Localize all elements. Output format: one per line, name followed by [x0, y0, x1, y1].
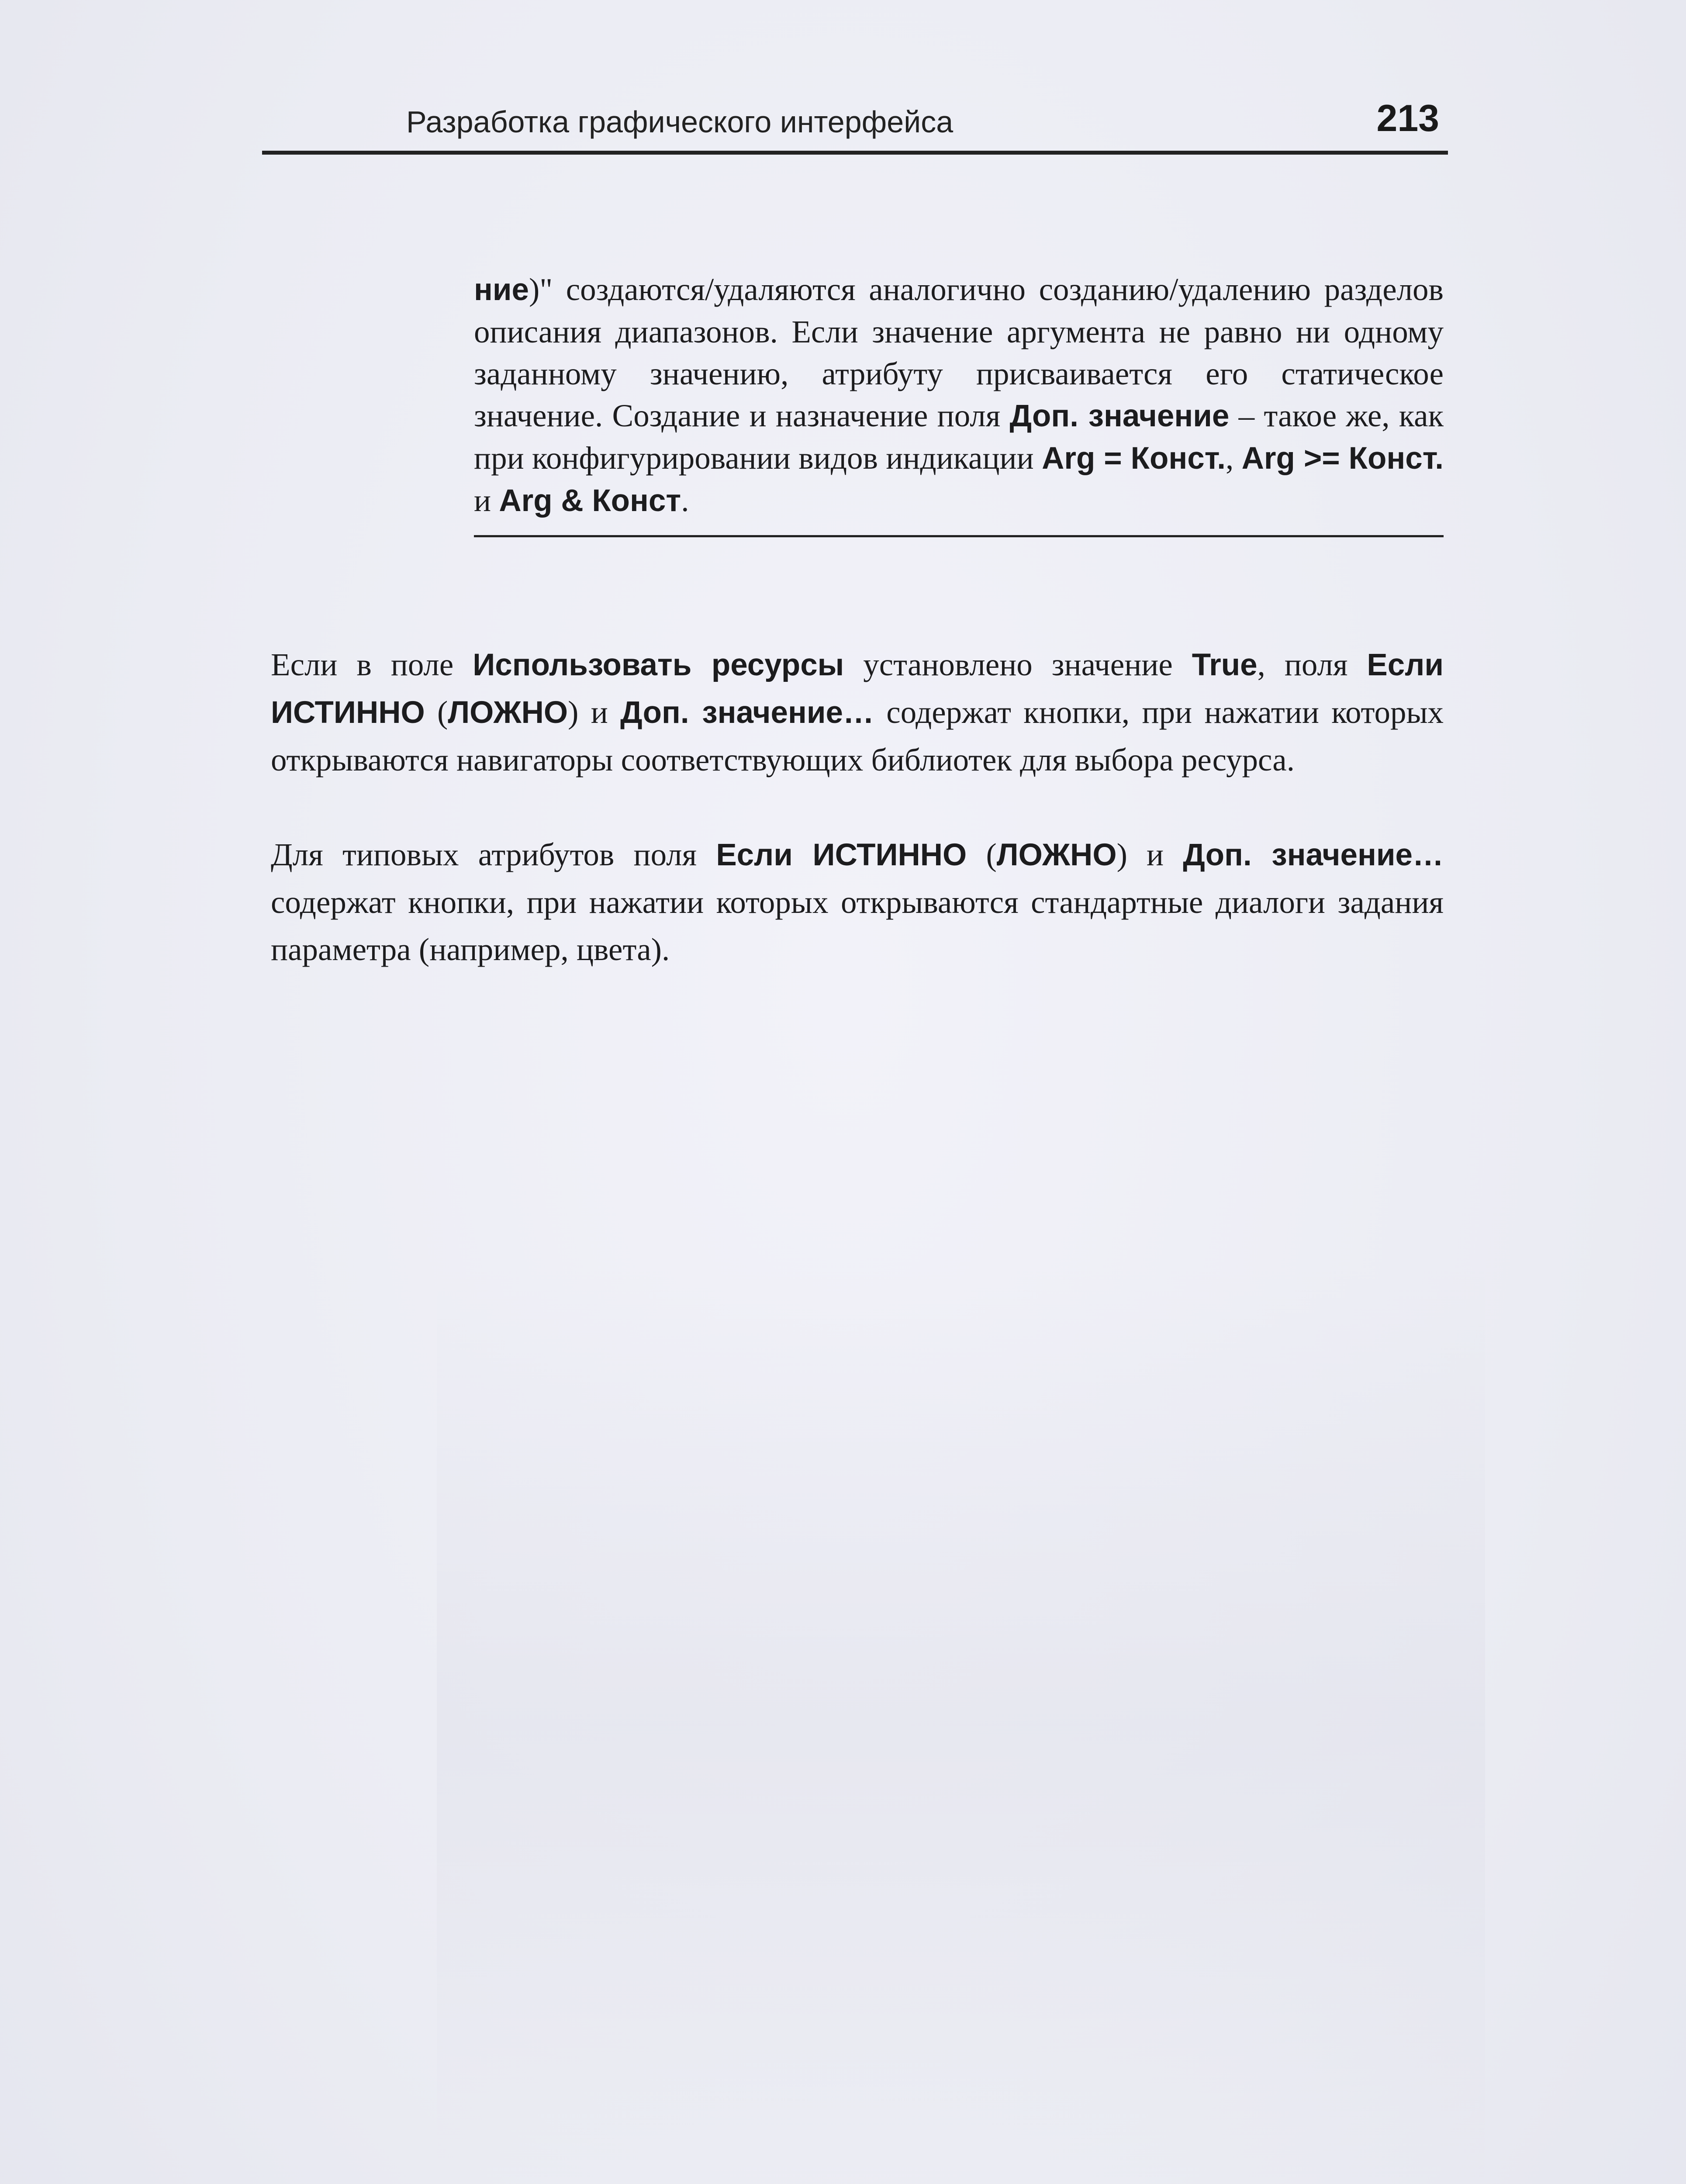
paragraph-text: содержат кнопки, при нажатии которых открываются навигаторы соответствующих библиотек для выбора ресурса. [271, 695, 1444, 778]
note-bold-text: ние [474, 273, 529, 307]
note-block [474, 269, 1444, 537]
paragraph-bold-text: Если ИСТИННО [716, 838, 967, 872]
paragraph-text: установлено значение [844, 647, 1192, 682]
bleed-through-shading [437, 1267, 1485, 2184]
paragraph-bold-text: Доп. значение… [620, 695, 874, 730]
paragraph-text: ( [425, 695, 448, 730]
running-title: Разработка графического интерфейса [406, 105, 954, 139]
paragraph-bold-text: ЛОЖНО [448, 695, 568, 730]
paragraph-typical-attributes [271, 831, 1444, 973]
paragraph-bold-text: Если ИСТИННО [271, 648, 1444, 730]
paragraph-text: , поля [1257, 647, 1367, 682]
note-text: )" создаются/удаляются аналогично созданию/удалению разделов описания диапазонов. Если значение аргумента не равно ни одному заданному значению, атрибуту присваивается его статическое значение. Создание и назначение поля [474, 272, 1444, 433]
note-text: и [474, 483, 499, 518]
paragraph-text: содержат кнопки, при нажатии которых открываются стандартные диалоги задания параметра (например, цвета). [271, 885, 1444, 967]
note-text: . [681, 483, 689, 518]
paragraph-text: ) и [1116, 837, 1183, 872]
paragraph-bold-text: Доп. значение… [1183, 838, 1444, 872]
page-header [262, 90, 1448, 155]
note-text: – такое же, как при конфигурировании видов индикации [474, 398, 1444, 476]
page-number: 213 [1376, 97, 1439, 139]
paragraph-bold-text: Использовать ресурсы [473, 648, 844, 682]
paragraph-bold-text: ЛОЖНО [996, 838, 1117, 872]
note-bold-text: Arg & Конст [499, 484, 681, 518]
paragraph-text: Если в поле [271, 647, 473, 682]
paragraph-text: ( [967, 837, 997, 872]
note-bold-text: Arg >= Конст. [1241, 441, 1444, 476]
paragraph-bold-text: True [1192, 648, 1258, 682]
paragraph-text: ) и [568, 695, 621, 730]
paragraph-text: Для типовых атрибутов поля [271, 837, 716, 872]
paragraph-resources [271, 641, 1444, 784]
note-text: , [1225, 440, 1242, 476]
note-bold-text: Доп. значение [1009, 399, 1230, 433]
note-bold-text: Arg = Конст. [1042, 441, 1226, 476]
